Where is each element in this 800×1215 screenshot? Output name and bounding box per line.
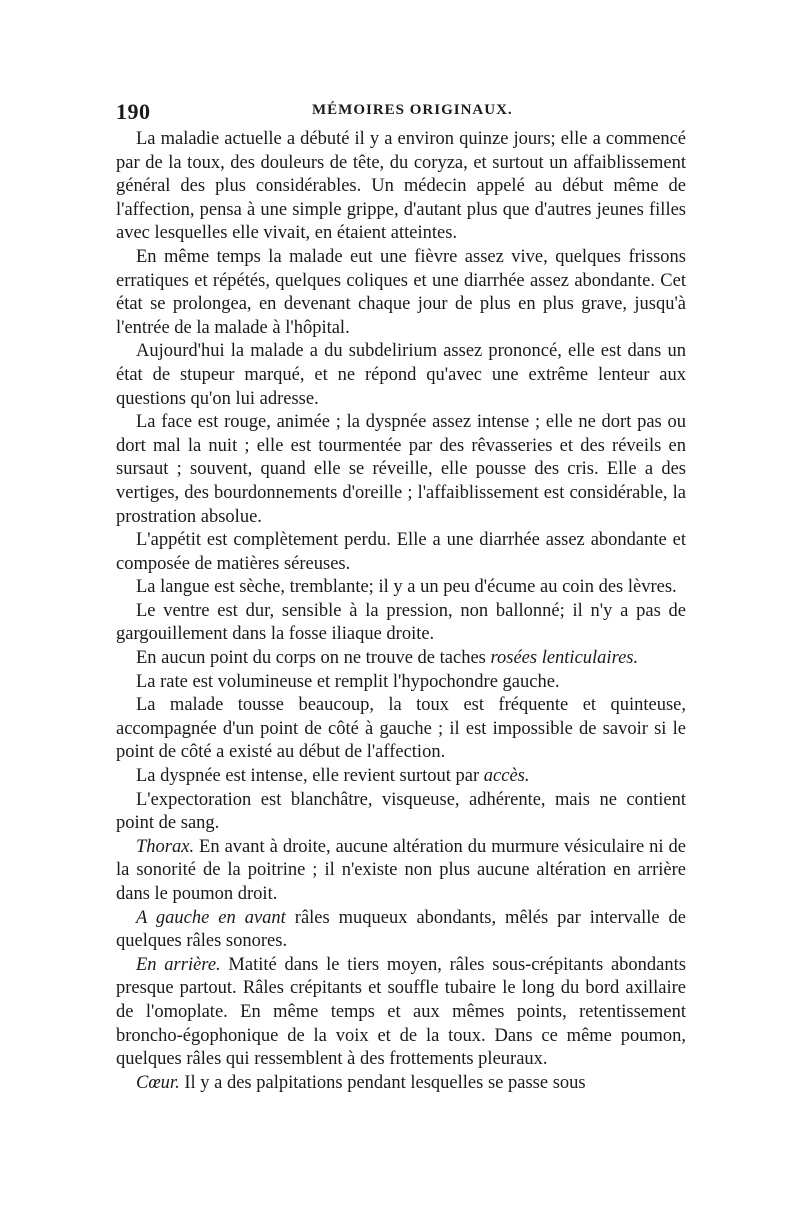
paragraph-14-italic: A gauche en avant: [136, 907, 286, 928]
paragraph-8: [116, 647, 686, 671]
paragraph-4: La face est rouge, animée ; la dyspnée assez intense ; elle ne dort pas ou dort mal la nuit ; elle est tourmentée par des rêvasseries et des réveils en sursaut ; souvent, quand elle se réveille, elle pousse des cris. Elle a des vertiges, des bourdonnements d'oreille ; l'affaiblissement est considérable, la prostration absolue.: [116, 412, 686, 527]
paragraph-12: L'expectoration est blanchâtre, visqueuse, adhérente, mais ne contient point de sang.: [116, 789, 686, 834]
paragraph-5: L'appétit est complètement perdu. Elle a une diarrhée assez abondante et composée de matières séreuses.: [116, 530, 686, 574]
page-number: 190: [116, 99, 151, 124]
paragraph-2: En même temps la malade eut une fièvre assez vive, quelques frissons erratiques et répétés, quelques coliques et une diarrhée assez abondante. Cet état se prolongea, en devenant chaque jour de plus en plus grave, jusqu'à l'entrée de la malade à l'hôpital.: [116, 246, 686, 338]
paragraph-9: La rate est volumineuse et remplit l'hypochondre gauche.: [136, 671, 560, 692]
paragraph-16: [116, 1072, 686, 1096]
paragraph-10: La malade tousse beaucoup, la toux est fréquente et quinteuse, accompagnée d'un point de côté à gauche ; il est impossible de savoir si le point de côté a existé au début de l'affection.: [116, 695, 686, 763]
paragraph-11-italic: accès.: [483, 766, 530, 787]
paragraph-16-tail: Il y a des palpitations pendant lesquelles se passe sous: [179, 1072, 586, 1093]
paragraph-11: [116, 765, 686, 789]
body-text: [116, 128, 686, 1095]
paragraph-3: Aujourd'hui la malade a du subdelirium assez prononcé, elle est dans un état de stupeur marqué, et ne répond qu'avec une extrême lenteur aux questions qu'on lui adresse.: [116, 341, 686, 409]
paragraph-8-italic: rosées lenticulaires.: [490, 648, 639, 669]
paragraph-8-lead: En aucun point du corps on ne trouve de taches: [136, 648, 491, 669]
paragraph-1: La maladie actuelle a débuté il y a environ quinze jours; elle a commencé par de la toux, des douleurs de tête, du coryza, et surtout un affaiblissement général des plus considérables. Un médecin appelé au début même de l'affection, pensa à une simple grippe, d'autant plus que d'autres jeunes filles avec lesquelles elle vivait, en étaient atteintes.: [116, 129, 686, 244]
paragraph-15-tail: Matité dans le tiers moyen, râles sous-crépitants abondants presque partout. Râles crépitants et souffle tubaire le long du bord axillaire de l'omoplate. En même temps et aux mêmes points, retentissement broncho-égophonique de la voix et de la toux. Dans ce même poumon, quelques râles qui ressemblent à des frottements pleuraux.: [116, 954, 686, 1070]
page-header: [116, 99, 686, 125]
running-title: MÉMOIRES ORIGINAUX.: [312, 102, 513, 118]
paragraph-16-italic: Cœur.: [136, 1072, 180, 1093]
paragraph-11-lead: La dyspnée est intense, elle revient surtout par: [136, 766, 484, 787]
paragraph-13-tail: En avant à droite, aucune altération du murmure vésiculaire ni de la sonorité de la poitrine ; il n'existe non plus aucune altération en arrière dans le poumon droit.: [116, 836, 686, 904]
paragraph-13-italic: Thorax.: [136, 836, 195, 857]
paragraph-14: [116, 907, 686, 954]
paragraph-13: [116, 836, 686, 907]
paragraph-6: La langue est sèche, tremblante; il y a un peu d'écume au coin des lèvres.: [136, 577, 677, 598]
paragraph-15-italic: En arrière.: [136, 954, 221, 975]
paragraph-14-tail: râles muqueux abondants, mêlés par intervalle de quelques râles sonores.: [116, 907, 687, 952]
paragraph-7: Le ventre est dur, sensible à la pression, non ballonné; il n'y a pas de gargouillement dans la fosse iliaque droite.: [116, 600, 686, 645]
paragraph-15: [116, 954, 686, 1072]
